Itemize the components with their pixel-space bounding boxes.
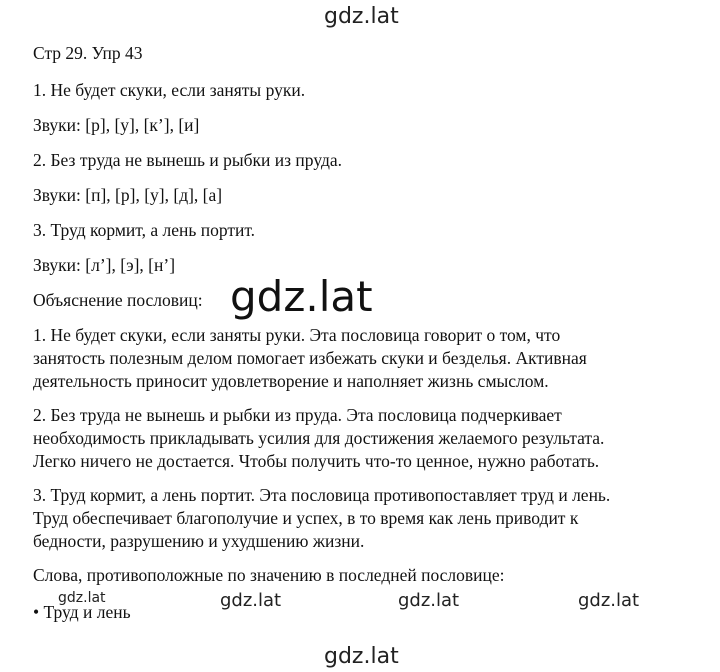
exercise-header: Стр 29. Упр 43 xyxy=(33,43,143,63)
explanation-3-line: Труд обеспечивает благополучие и успех, в то время как лень приводит к xyxy=(33,508,579,528)
watermark-top: gdz.lat xyxy=(324,4,399,29)
watermark-bottom: gdz.lat xyxy=(324,644,399,669)
watermark-row-2: gdz.lat xyxy=(398,590,460,611)
proverb-3: 3. Труд кормит, а лень портит. xyxy=(33,220,256,240)
explanation-3-line: 3. Труд кормит, а лень портит. Эта пословица противопоставляет труд и лень. xyxy=(33,485,611,505)
explanation-2-line: Легко ничего не достается. Чтобы получить что-то ценное, нужно работать. xyxy=(33,451,600,471)
watermark-row-1: gdz.lat xyxy=(220,590,282,611)
antonyms-title: Слова, противоположные по значению в последней пословице: xyxy=(33,565,505,585)
explanation-2-line: необходимость прикладывать усилия для достижения желаемого результата. xyxy=(33,428,605,448)
explanation-1 xyxy=(33,324,703,393)
sounds-3: Звуки: [л’], [э], [н’] xyxy=(33,255,176,275)
antonyms-item: • Труд и лень xyxy=(33,602,131,622)
explanation-1-line: деятельность приносит удовлетворение и наполняет жизнь смыслом. xyxy=(33,371,549,391)
proverb-1: 1. Не будет скуки, если заняты руки. xyxy=(33,80,306,100)
explanation-3 xyxy=(33,484,703,553)
explanation-3-line: бедности, разрушению и ухудшению жизни. xyxy=(33,531,365,551)
explanation-1-line: занятость полезным делом помогает избежать скуки и безделья. Активная xyxy=(33,348,587,368)
explanation-2 xyxy=(33,404,703,473)
sounds-2: Звуки: [п], [р], [у], [д], [а] xyxy=(33,185,223,205)
watermark-small: gdz.lat xyxy=(58,590,106,606)
document-body xyxy=(33,42,703,624)
explanation-title: Объяснение пословиц: xyxy=(33,290,203,310)
watermark-row-3: gdz.lat xyxy=(578,590,640,611)
explanation-1-line: 1. Не будет скуки, если заняты руки. Эта пословица говорит о том, что xyxy=(33,325,561,345)
sounds-1: Звуки: [р], [у], [к’], [и] xyxy=(33,115,200,135)
explanation-2-line: 2. Без труда не вынешь и рыбки из пруда. Эта пословица подчеркивает xyxy=(33,405,562,425)
proverb-2: 2. Без труда не вынешь и рыбки из пруда. xyxy=(33,150,343,170)
watermark-center: gdz.lat xyxy=(226,272,377,321)
